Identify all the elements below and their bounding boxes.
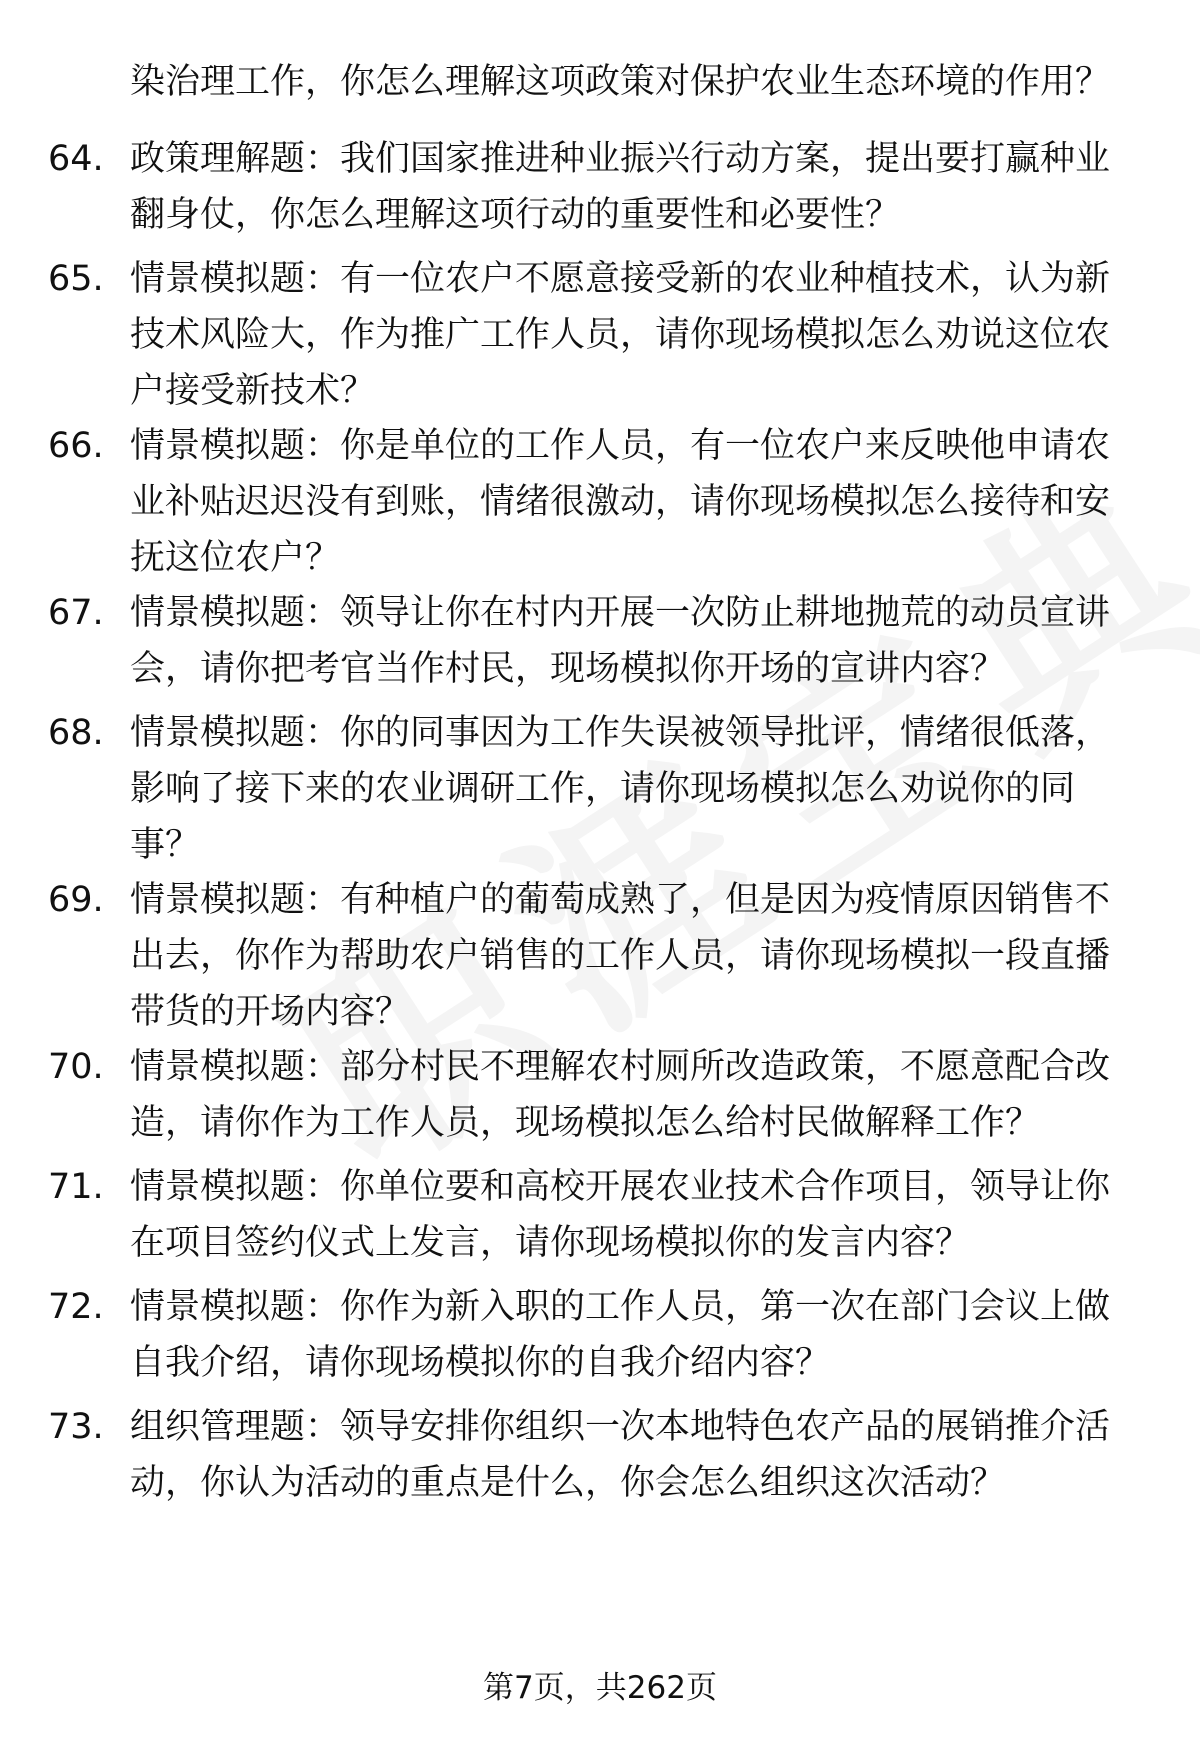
question-text: 情景模拟题：你作为新入职的工作人员，第一次在部门会议上做自我介绍，请你现场模拟你的自我介绍内容？ [130,1287,1111,1383]
question-number: 70. [48,1047,104,1087]
question-number: 68. [48,713,104,753]
question-item-72 [48,1279,1158,1391]
page-footer: 第7页，共262页 [483,1670,717,1706]
question-item-68 [48,705,1158,873]
question-item-64 [48,131,1158,243]
question-text: 情景模拟题：领导让你在村内开展一次防止耕地抛荒的动员宣讲会，请你把考官当作村民，现场模拟你开场的宣讲内容？ [130,593,1111,689]
question-text: 政策理解题：我们国家推进种业振兴行动方案，提出要打赢种业翻身仗，你怎么理解这项行动的重要性和必要性？ [130,139,1111,235]
question-text: 情景模拟题：你是单位的工作人员，有一位农户来反映他申请农业补贴迟迟没有到账，情绪很激动，请你现场模拟怎么接待和安抚这位农户？ [130,426,1111,578]
question-number: 64. [48,139,104,179]
question-text: 情景模拟题：有一位农户不愿意接受新的农业种植技术，认为新技术风险大，作为推广工作人员，请你现场模拟怎么劝说这位农户接受新技术？ [130,259,1111,411]
question-number: 72. [48,1287,104,1327]
question-item-65 [48,251,1158,419]
question-text: 情景模拟题：你的同事因为工作失误被领导批评，情绪很低落，影响了接下来的农业调研工作，请你现场模拟怎么劝说你的同事？ [130,713,1111,865]
question-text: 情景模拟题：你单位要和高校开展农业技术合作项目，领导让你在项目签约仪式上发言，请你现场模拟你的发言内容？ [130,1167,1111,1263]
question-number: 67. [48,593,104,633]
question-item-69 [48,872,1158,1040]
question-number: 66. [48,426,104,466]
question-number: 73. [48,1407,104,1447]
continued-question-text: 染治理工作，你怎么理解这项政策对保护农业生态环境的作用？ [130,62,1111,102]
question-item-67 [48,585,1158,697]
question-text: 情景模拟题：部分村民不理解农村厕所改造政策，不愿意配合改造，请你作为工作人员，现场模拟怎么给村民做解释工作？ [130,1047,1111,1143]
question-text: 情景模拟题：有种植户的葡萄成熟了，但是因为疫情原因销售不出去，你作为帮助农户销售的工作人员，请你现场模拟一段直播带货的开场内容？ [130,880,1111,1032]
question-text: 组织管理题：领导安排你组织一次本地特色农产品的展销推介活动，你认为活动的重点是什么，你会怎么组织这次活动？ [130,1407,1111,1503]
question-item-66 [48,418,1158,586]
question-number: 71. [48,1167,104,1207]
question-number: 65. [48,259,104,299]
question-item-71 [48,1159,1158,1271]
question-number: 69. [48,880,104,920]
question-item-70 [48,1039,1158,1151]
question-item-73 [48,1399,1158,1511]
